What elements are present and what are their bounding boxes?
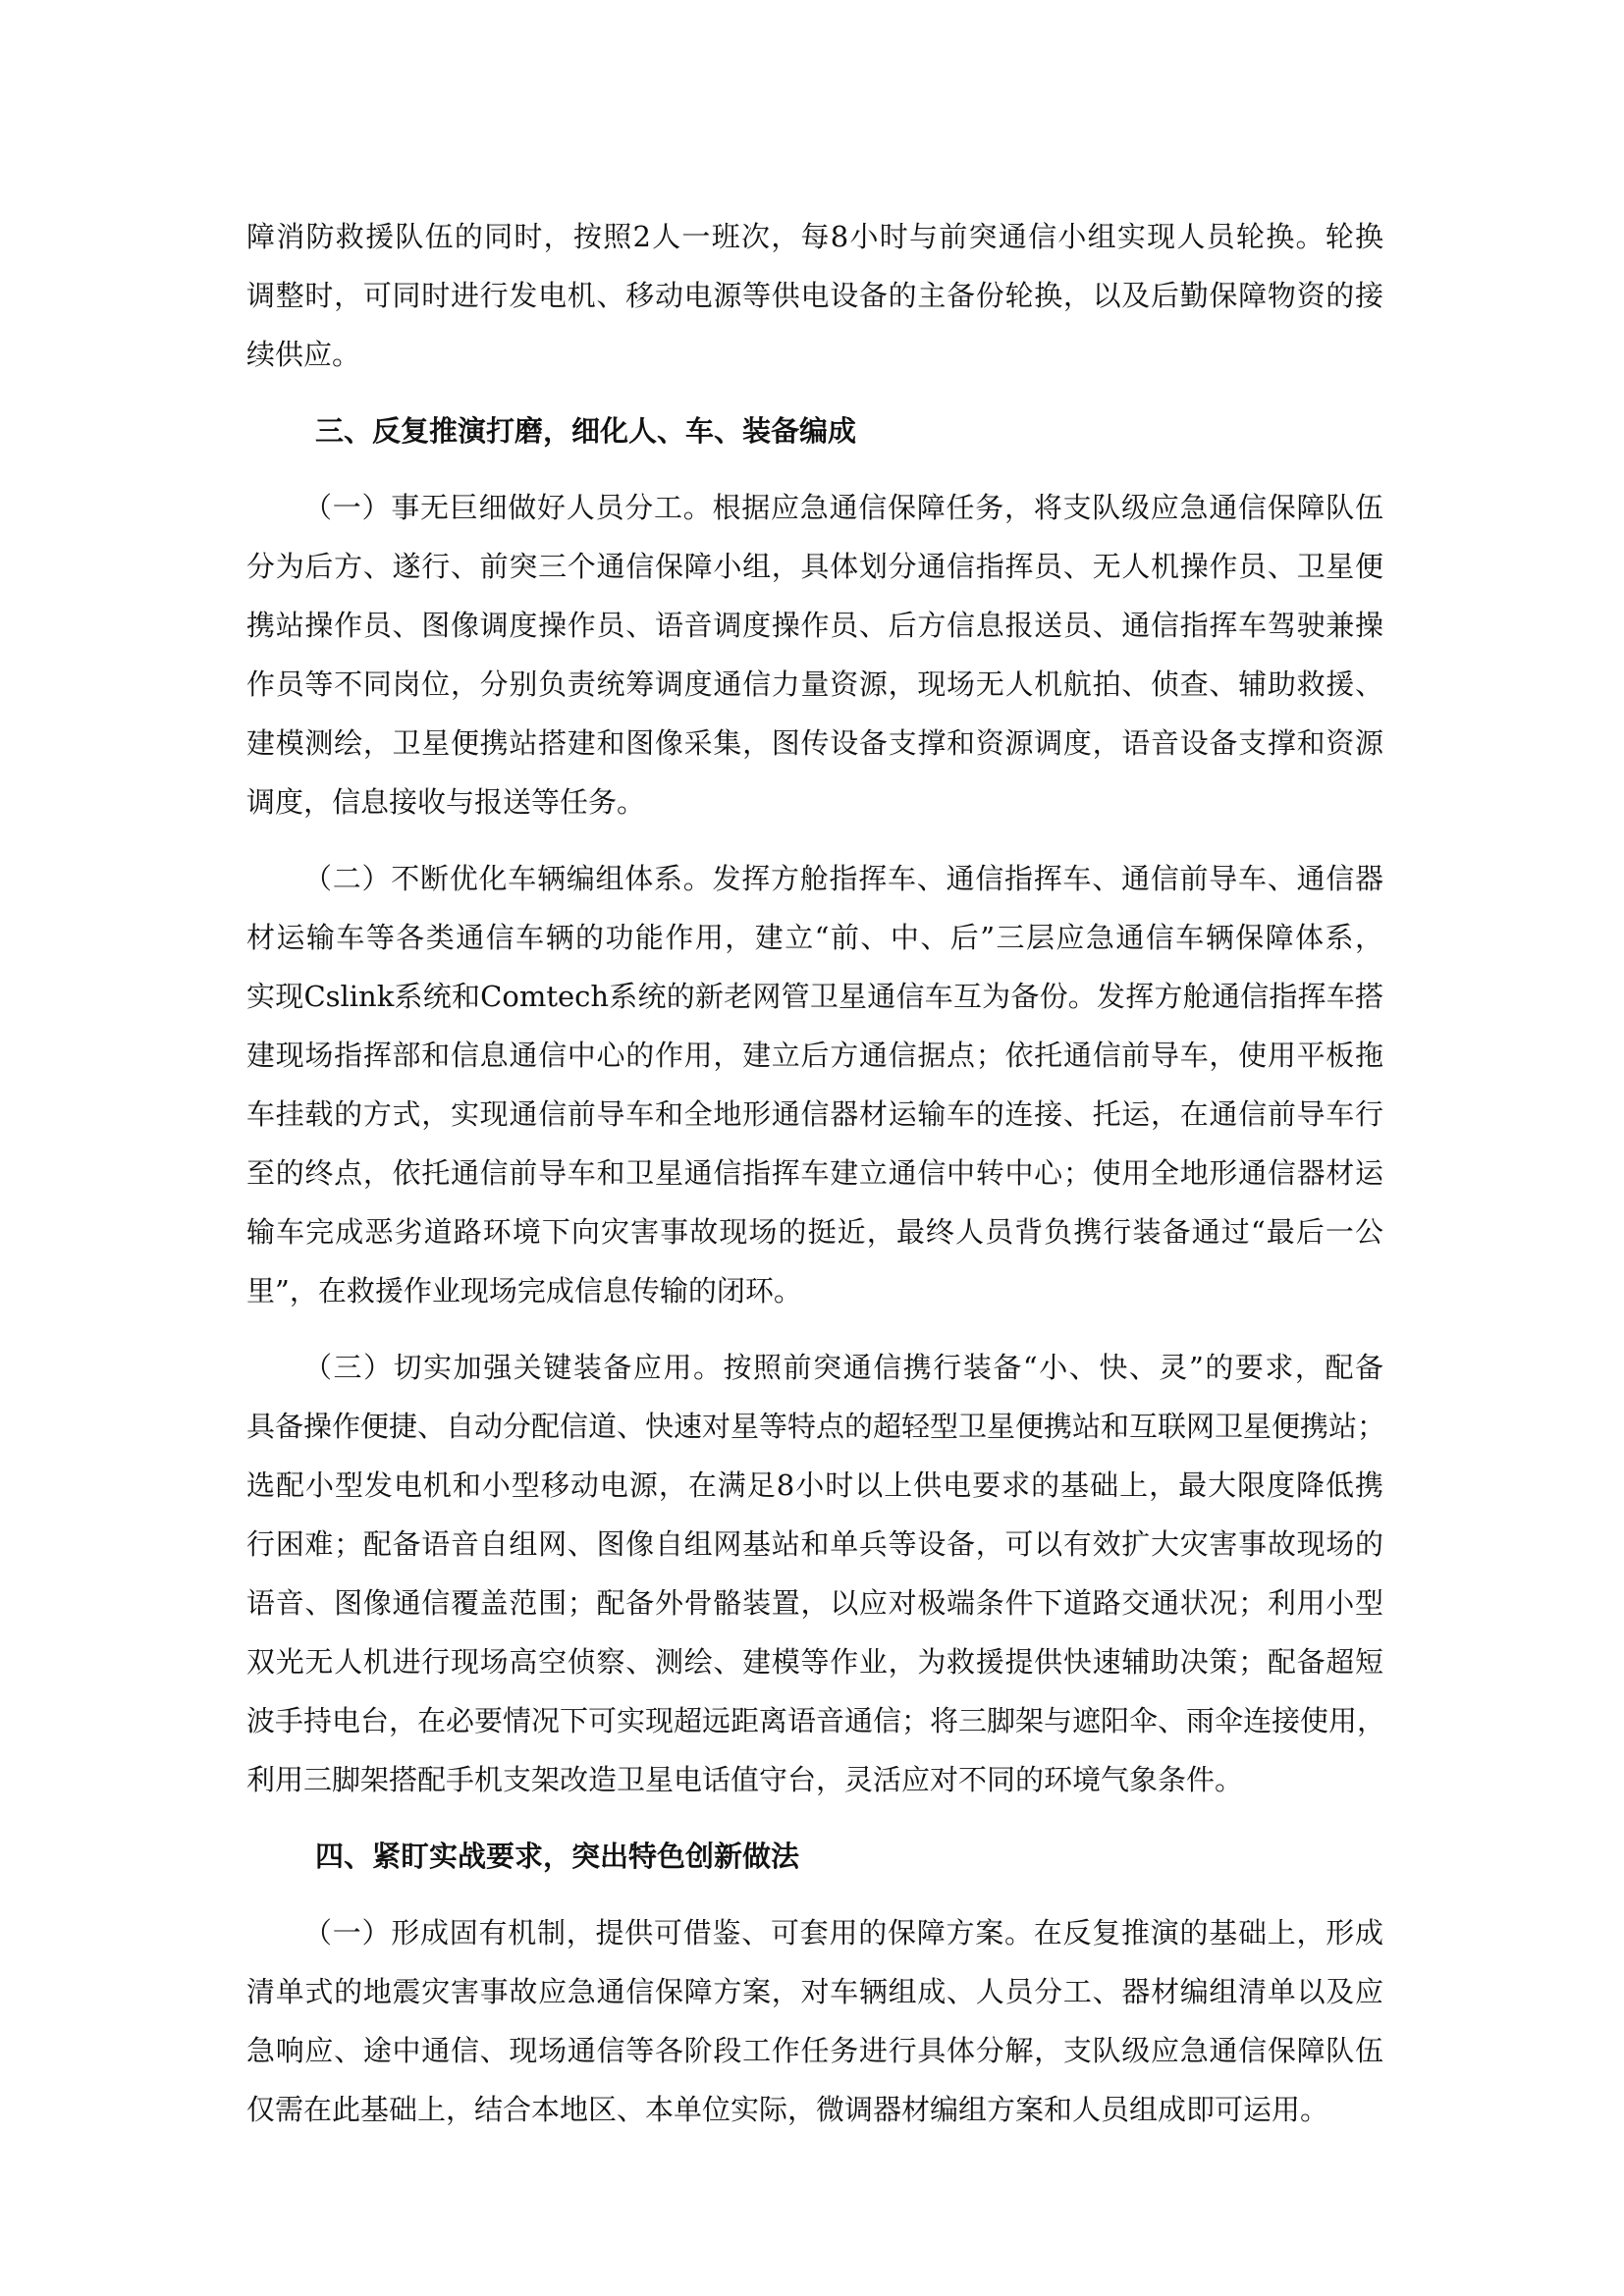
paragraph bbox=[246, 478, 1383, 831]
section-heading bbox=[246, 1827, 1383, 1886]
text-line: 波手持电台，在必要情况下可实现超远距离语音通信；将三脚架与遮阳伞、雨伞连接使用， bbox=[246, 1704, 1386, 1737]
text-line: 车挂载的方式，实现通信前导车和全地形通信器材运输车的连接、托运，在通信前导车行 bbox=[246, 1097, 1383, 1131]
text-line: 障消防救援队伍的同时，按照2人一班次，每8小时与前突通信小组实现人员轮换。轮换 bbox=[246, 220, 1383, 253]
text-line: 调度，信息接收与报送等任务。 bbox=[246, 785, 646, 819]
paragraph bbox=[246, 207, 1383, 384]
document-page bbox=[246, 207, 1386, 2139]
text-line: 选配小型发电机和小型移动电源，在满足8小时以上供电要求的基础上，最大限度降低携 bbox=[246, 1468, 1383, 1502]
text-line: 实现Cslink系统和Comtech系统的新老网管卫星通信车互为备份。发挥方舱通信指挥车搭 bbox=[246, 980, 1383, 1013]
paragraph bbox=[246, 1903, 1383, 2139]
text-line: 作员等不同岗位，分别负责统筹调度通信力量资源，现场无人机航拍、侦查、辅助救援、 bbox=[246, 667, 1383, 701]
text-line: 清单式的地震灾害事故应急通信保障方案，对车辆组成、人员分工、器材编组清单以及应 bbox=[246, 1975, 1383, 2008]
text-line: 仅需在此基础上，结合本地区、本单位实际，微调器材编组方案和人员组成即可运用。 bbox=[246, 2093, 1329, 2126]
text-line: 双光无人机进行现场高空侦察、测绘、建模等作业，为救援提供快速辅助决策；配备超短 bbox=[246, 1645, 1383, 1679]
text-line: 建现场指挥部和信息通信中心的作用，建立后方通信据点；依托通信前导车，使用平板拖 bbox=[246, 1039, 1383, 1072]
text-line: 里”，在救援作业现场完成信息传输的闭环。 bbox=[246, 1274, 802, 1308]
section-heading bbox=[246, 401, 1383, 460]
text-line: （一）事无巨细做好人员分工。根据应急通信保障任务，将支队级应急通信保障队伍 bbox=[303, 491, 1383, 524]
text-line: 行困难；配备语音自组网、图像自组网基站和单兵等设备，可以有效扩大灾害事故现场的 bbox=[246, 1527, 1383, 1561]
heading-text: 三、反复推演打磨，细化人、车、装备编成 bbox=[315, 414, 857, 448]
text-line: 建模测绘，卫星便携站搭建和图像采集，图传设备支撑和资源调度，语音设备支撑和资源 bbox=[246, 726, 1383, 760]
paragraph bbox=[246, 849, 1383, 1320]
text-line: 至的终点，依托通信前导车和卫星通信指挥车建立通信中转中心；使用全地形通信器材运 bbox=[246, 1156, 1383, 1190]
text-line: 语音、图像通信覆盖范围；配备外骨骼装置，以应对极端条件下道路交通状况；利用小型 bbox=[246, 1586, 1383, 1620]
text-line: 分为后方、遂行、前突三个通信保障小组，具体划分通信指挥员、无人机操作员、卫星便 bbox=[246, 550, 1383, 583]
text-line: （三）切实加强关键装备应用。按照前突通信携行装备“小、快、灵”的要求，配备 bbox=[303, 1351, 1383, 1384]
text-line: 输车完成恶劣道路环境下向灾害事故现场的挺近，最终人员背负携行装备通过“最后一公 bbox=[246, 1215, 1383, 1249]
text-line: 续供应。 bbox=[246, 338, 361, 371]
text-line: 利用三脚架搭配手机支架改造卫星电话值守台，灵活应对不同的环境气象条件。 bbox=[246, 1763, 1244, 1796]
text-line: 携站操作员、图像调度操作员、语音调度操作员、后方信息报送员、通信指挥车驾驶兼操 bbox=[246, 609, 1383, 642]
text-line: （二）不断优化车辆编组体系。发挥方舱指挥车、通信指挥车、通信前导车、通信器 bbox=[303, 862, 1383, 895]
heading-text: 四、紧盯实战要求，突出特色创新做法 bbox=[315, 1840, 800, 1873]
text-line: 调整时，可同时进行发电机、移动电源等供电设备的主备份轮换，以及后勤保障物资的接 bbox=[246, 279, 1383, 312]
text-line: 材运输车等各类通信车辆的功能作用，建立“前、中、后”三层应急通信车辆保障体系， bbox=[246, 921, 1383, 954]
text-line: 急响应、途中通信、现场通信等各阶段工作任务进行具体分解，支队级应急通信保障队伍 bbox=[246, 2034, 1383, 2067]
text-line: 具备操作便捷、自动分配信道、快速对星等特点的超轻型卫星便携站和互联网卫星便携站； bbox=[246, 1410, 1386, 1443]
text-line: （一）形成固有机制，提供可借鉴、可套用的保障方案。在反复推演的基础上，形成 bbox=[303, 1916, 1383, 1949]
paragraph bbox=[246, 1338, 1386, 1809]
